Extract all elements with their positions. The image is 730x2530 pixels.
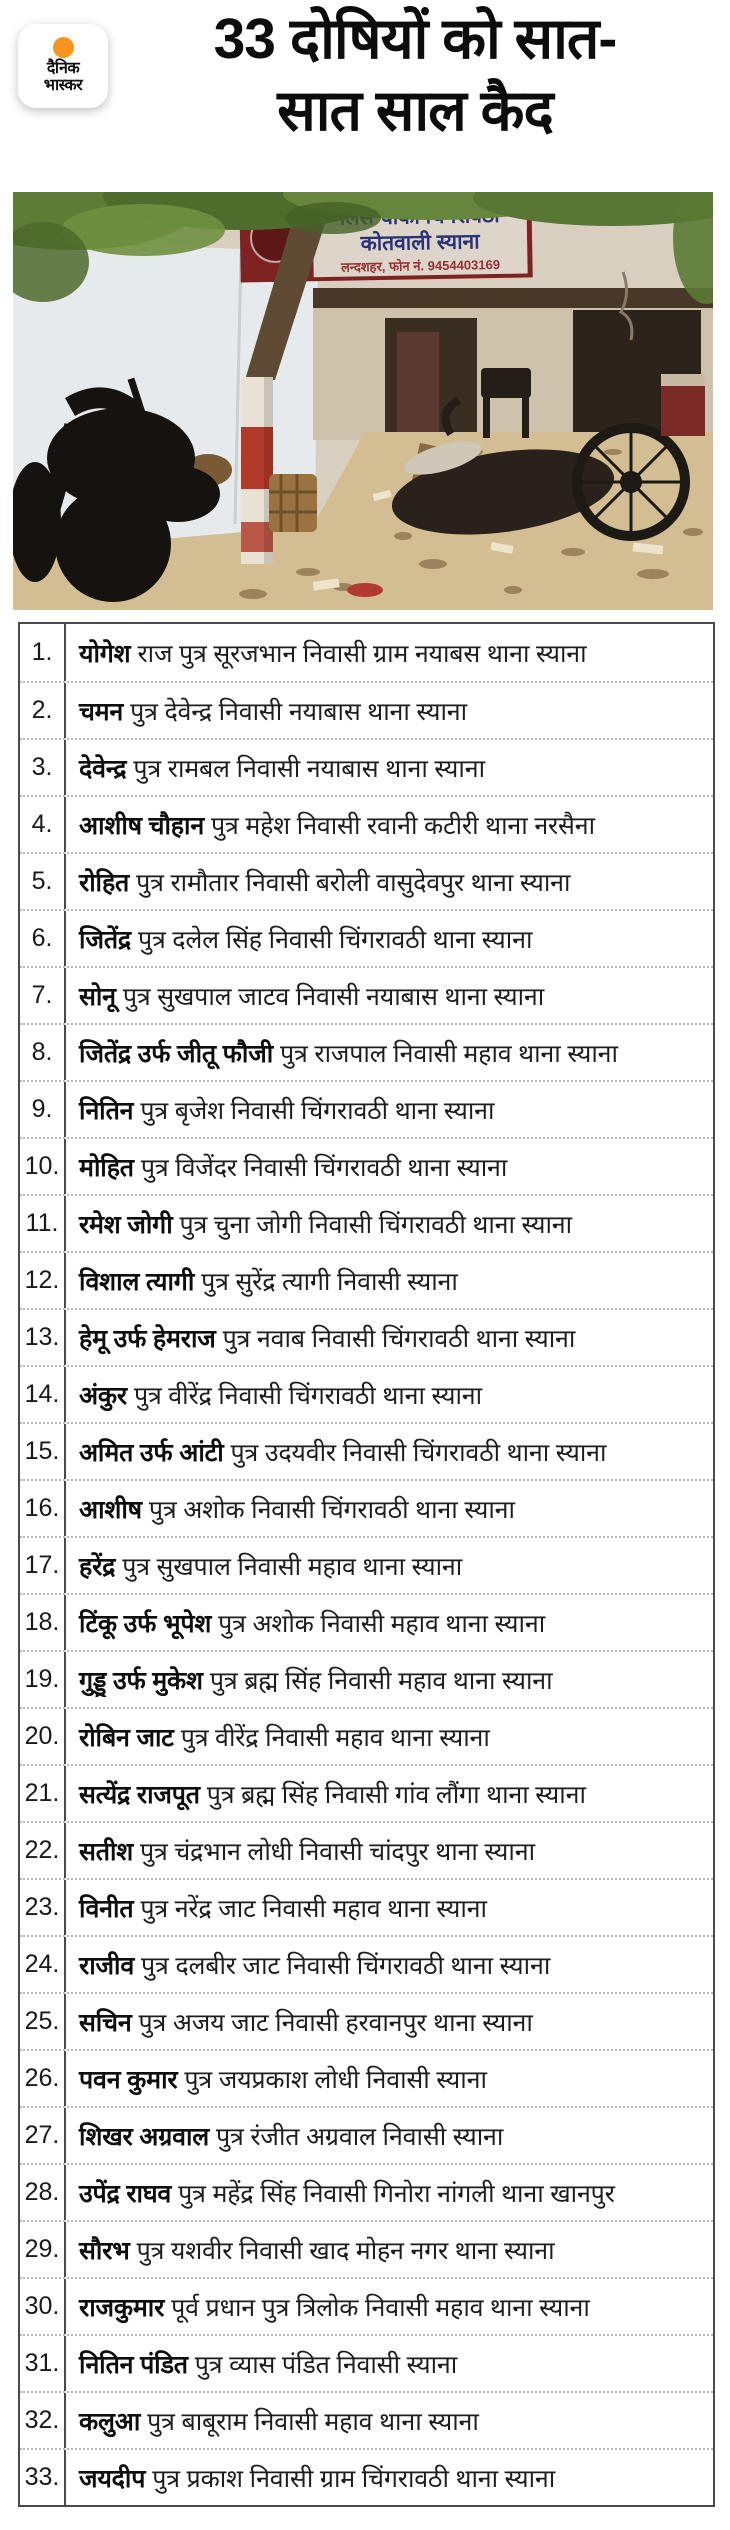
row-text	[66, 2461, 713, 2495]
row-text	[66, 2176, 713, 2210]
convict-details: पुत्र बृजेश निवासी चिंगरावठी थाना स्याना	[140, 1096, 495, 1125]
row-number: 20.	[20, 1709, 66, 1764]
table-row	[20, 1536, 713, 1593]
convict-name: हेमू उर्फ हेमराज	[79, 1324, 216, 1353]
table-row	[20, 1821, 713, 1878]
row-number: 19.	[20, 1652, 66, 1707]
convict-name: नितिन	[79, 1096, 134, 1125]
convict-details: पुत्र व्यास पंडित निवासी स्याना	[194, 2350, 458, 2379]
convict-name: सत्येंद्र राजपूत	[79, 1780, 200, 1809]
table-row	[20, 852, 713, 909]
convict-details: पुत्र महेश निवासी रवानी कटीरी थाना नरसैना	[211, 811, 595, 840]
convict-name: टिंकू उर्फ भूपेश	[79, 1609, 212, 1638]
convict-details: पुत्र नवाब निवासी चिंगरावठी थाना स्याना	[222, 1324, 576, 1353]
table-row	[20, 1023, 713, 1080]
convict-details: पुत्र उदयवीर निवासी चिंगरावठी थाना स्याना	[230, 1438, 607, 1467]
row-text	[66, 1606, 713, 1640]
convict-name: सोनू	[79, 982, 116, 1011]
row-text	[66, 2233, 713, 2267]
row-number: 9.	[20, 1082, 66, 1137]
convict-name: रोहित	[79, 868, 130, 897]
convict-details: पुत्र दलेल सिंह निवासी चिंगरावठी थाना स्याना	[137, 925, 533, 954]
convict-details: पुत्र ब्रह्म सिंह निवासी महाव थाना स्याना	[209, 1666, 553, 1695]
row-text	[66, 1777, 713, 1811]
table-row	[20, 1650, 713, 1707]
convict-name: पवन कुमार	[79, 2065, 178, 2094]
row-number: 13.	[20, 1310, 66, 1365]
row-number: 4.	[20, 797, 66, 852]
table-row	[20, 1365, 713, 1422]
header	[0, 0, 730, 192]
row-number: 29.	[20, 2222, 66, 2277]
row-number: 31.	[20, 2336, 66, 2391]
row-text	[66, 2290, 713, 2324]
row-number: 17.	[20, 1538, 66, 1593]
table-row	[20, 2163, 713, 2220]
convict-name: जयदीप	[79, 2464, 146, 2493]
row-number: 26.	[20, 2051, 66, 2106]
convict-details: राज पुत्र सूरजभान निवासी ग्राम नयाबस थाना स्याना	[137, 639, 587, 668]
convict-details: पुत्र सुखपाल निवासी महाव थाना स्याना	[122, 1552, 463, 1581]
incident-photo	[13, 192, 713, 610]
row-number: 7.	[20, 968, 66, 1023]
convict-details: पुत्र अशोक निवासी चिंगरावठी थाना स्याना	[148, 1495, 515, 1524]
convict-name: अमित उर्फ आंटी	[79, 1438, 224, 1467]
row-number: 33.	[20, 2450, 66, 2505]
convict-details: पुत्र महेंद्र सिंह निवासी गिनोरा नांगली थाना खानपुर	[178, 2179, 615, 2208]
logo-text-line2: भास्कर	[43, 77, 83, 94]
veranda-beam	[313, 288, 713, 308]
convict-details: पुत्र दलबीर जाट निवासी चिंगरावठी थाना स्याना	[141, 1951, 551, 1980]
convict-details: पुत्र देवेन्द्र निवासी नयाबास थाना स्याना	[130, 697, 467, 726]
convict-name: सतीश	[79, 1837, 134, 1866]
sun-icon	[53, 37, 74, 58]
table-row	[20, 624, 713, 681]
row-text	[66, 1834, 713, 1868]
convict-name: गुड्डू उर्फ मुकेश	[79, 1666, 203, 1695]
row-number: 14.	[20, 1367, 66, 1422]
table-row	[20, 795, 713, 852]
row-number: 32.	[20, 2393, 66, 2448]
convict-details: पुत्र प्रकाश निवासी ग्राम चिंगरावठी थाना स्याना	[152, 2464, 556, 2493]
row-text	[66, 922, 713, 956]
row-number: 11.	[20, 1196, 66, 1251]
row-text	[66, 1378, 713, 1412]
table-row	[20, 909, 713, 966]
convict-name: सौरभ	[79, 2236, 130, 2265]
convict-name: अंकुर	[79, 1381, 127, 1410]
row-text	[66, 1891, 713, 1925]
convict-name: राजकुमार	[79, 2293, 165, 2322]
table-row	[20, 1422, 713, 1479]
table-row	[20, 1992, 713, 2049]
table-row	[20, 2391, 713, 2448]
row-text	[66, 1492, 713, 1526]
title-line1: 33 दोषियों को सात-	[213, 7, 617, 71]
row-text	[66, 636, 713, 670]
table-row	[20, 1479, 713, 1536]
row-number: 6.	[20, 911, 66, 966]
row-text	[66, 2404, 713, 2438]
table-row	[20, 1308, 713, 1365]
convict-name: कलुआ	[79, 2407, 141, 2436]
convict-details: पुत्र सुरेंद्र त्यागी निवासी स्याना	[201, 1267, 458, 1296]
convict-details: पुत्र वीरेंद्र निवासी महाव थाना स्याना	[180, 1723, 490, 1752]
convict-details: पुत्र वीरेंद्र निवासी चिंगरावठी थाना स्याना	[133, 1381, 482, 1410]
logo-text-line1: दैनिक	[46, 60, 80, 78]
row-number: 2.	[20, 683, 66, 738]
row-number: 18.	[20, 1595, 66, 1650]
convict-name: जितेंद्र	[79, 925, 131, 954]
row-number: 23.	[20, 1880, 66, 1935]
convict-name: जितेंद्र उर्फ जीतू फौजी	[79, 1039, 274, 1068]
table-row	[20, 2220, 713, 2277]
convict-details: पुत्र रामबल निवासी नयाबास थाना स्याना	[133, 754, 485, 783]
convict-name: उपेंद्र राघव	[79, 2179, 172, 2208]
sign-text-line3: लन्दशहर, फोन नं. 9454403169	[340, 256, 501, 275]
row-text	[66, 1720, 713, 1754]
convict-name: रमेश जोगी	[79, 1210, 173, 1239]
row-text	[66, 1207, 713, 1241]
basket	[269, 474, 317, 532]
convict-details: पुत्र विजेंदर निवासी चिंगरावठी थाना स्याना	[140, 1153, 508, 1182]
red-box	[661, 374, 705, 436]
table-row	[20, 2277, 713, 2334]
convict-name: रोबिन जाट	[79, 1723, 174, 1752]
page-title	[110, 4, 720, 148]
row-number: 5.	[20, 854, 66, 909]
convict-details: पुत्र अशोक निवासी महाव थाना स्याना	[218, 1609, 545, 1638]
row-number: 25.	[20, 1994, 66, 2049]
convict-details: पुत्र ब्रह्म सिंह निवासी गांव लौंगा थाना स्याना	[206, 1780, 586, 1809]
table-row	[20, 1878, 713, 1935]
convict-name: नितिन पंडित	[79, 2350, 188, 2379]
convict-name: हरेंद्र	[79, 1552, 116, 1581]
red-cloth	[347, 583, 383, 597]
convict-name: विशाल त्यागी	[79, 1267, 195, 1296]
row-number: 15.	[20, 1424, 66, 1479]
row-text	[66, 1549, 713, 1583]
row-text	[66, 2062, 713, 2096]
convict-details: पुत्र राजपाल निवासी महाव थाना स्याना	[280, 1039, 618, 1068]
convict-details: पुत्र चुना जोगी निवासी चिंगरावठी थाना स्याना	[179, 1210, 572, 1239]
convict-details: पुत्र यशवीर निवासी खाद मोहन नगर थाना स्याना	[136, 2236, 555, 2265]
row-number: 28.	[20, 2165, 66, 2220]
row-number: 3.	[20, 740, 66, 795]
convict-details: पुत्र बाबूराम निवासी महाव थाना स्याना	[147, 2407, 479, 2436]
convict-name: राजीव	[79, 1951, 135, 1980]
row-text	[66, 2005, 713, 2039]
convict-details: पुत्र नरेंद्र जाट निवासी महाव थाना स्याना	[140, 1894, 487, 1923]
sign-text-line2: कोतवाली स्याना	[360, 230, 480, 256]
door-panel	[397, 332, 439, 440]
convict-name: चमन	[79, 697, 124, 726]
convict-name: विनीत	[79, 1894, 134, 1923]
row-text	[66, 1150, 713, 1184]
convict-name: आशीष	[79, 1495, 142, 1524]
convict-details: पुत्र सुखपाल जाटव निवासी नयाबास थाना स्याना	[122, 982, 545, 1011]
row-number: 8.	[20, 1025, 66, 1080]
table-row	[20, 738, 713, 795]
row-number: 30.	[20, 2279, 66, 2334]
row-number: 21.	[20, 1766, 66, 1821]
row-number: 27.	[20, 2108, 66, 2163]
table-row	[20, 681, 713, 738]
row-number: 22.	[20, 1823, 66, 1878]
table-row	[20, 2448, 713, 2505]
table-row	[20, 2334, 713, 2391]
dainik-bhaskar-logo	[18, 24, 108, 108]
row-text	[66, 1435, 713, 1469]
row-text	[66, 2119, 713, 2153]
row-text	[66, 2347, 713, 2381]
row-number: 10.	[20, 1139, 66, 1194]
row-text	[66, 1948, 713, 1982]
convict-details: पुत्र अजय जाट निवासी हरवानपुर थाना स्याना	[138, 2008, 533, 2037]
convict-details: पुत्र चंद्रभान लोधी निवासी चांदपुर थाना स्याना	[140, 1837, 535, 1866]
convict-name: देवेन्द्र	[79, 754, 127, 783]
convict-name: योगेश	[79, 639, 131, 668]
convict-details: पुत्र रंजीत अग्रवाल निवासी स्याना	[216, 2122, 504, 2151]
row-text	[66, 979, 713, 1013]
row-text	[66, 751, 713, 785]
row-text	[66, 1321, 713, 1355]
row-text	[66, 1264, 713, 1298]
table-row	[20, 966, 713, 1023]
convict-details: पुत्र जयप्रकाश लोधी निवासी स्याना	[184, 2065, 487, 2094]
row-text	[66, 1093, 713, 1127]
table-row	[20, 1935, 713, 1992]
row-number: 16.	[20, 1481, 66, 1536]
convict-details: पूर्व प्रधान पुत्र त्रिलोक निवासी महाव थाना स्याना	[171, 2293, 590, 2322]
table-row	[20, 1707, 713, 1764]
title-line2: सात साल कैद	[277, 78, 553, 143]
row-text	[66, 1663, 713, 1697]
table-row	[20, 2049, 713, 2106]
convict-name: सचिन	[79, 2008, 132, 2037]
striped-pole	[241, 377, 273, 564]
convicts-table	[18, 622, 715, 2507]
table-row	[20, 1764, 713, 1821]
convict-name: शिखर अग्रवाल	[79, 2122, 210, 2151]
convict-name: आशीष चौहान	[79, 811, 204, 840]
table-row	[20, 1593, 713, 1650]
row-text	[66, 694, 713, 728]
row-text	[66, 808, 713, 842]
table-row	[20, 2106, 713, 2163]
row-text	[66, 865, 713, 899]
convict-details: पुत्र रामौतार निवासी बरोली वासुदेवपुर थाना स्याना	[136, 868, 571, 897]
table-row	[20, 1080, 713, 1137]
table-row	[20, 1251, 713, 1308]
row-text	[66, 1036, 713, 1070]
table-row	[20, 1194, 713, 1251]
row-number: 24.	[20, 1937, 66, 1992]
table-row	[20, 1137, 713, 1194]
row-number: 12.	[20, 1253, 66, 1308]
row-number: 1.	[20, 624, 66, 681]
convict-name: मोहित	[79, 1153, 134, 1182]
